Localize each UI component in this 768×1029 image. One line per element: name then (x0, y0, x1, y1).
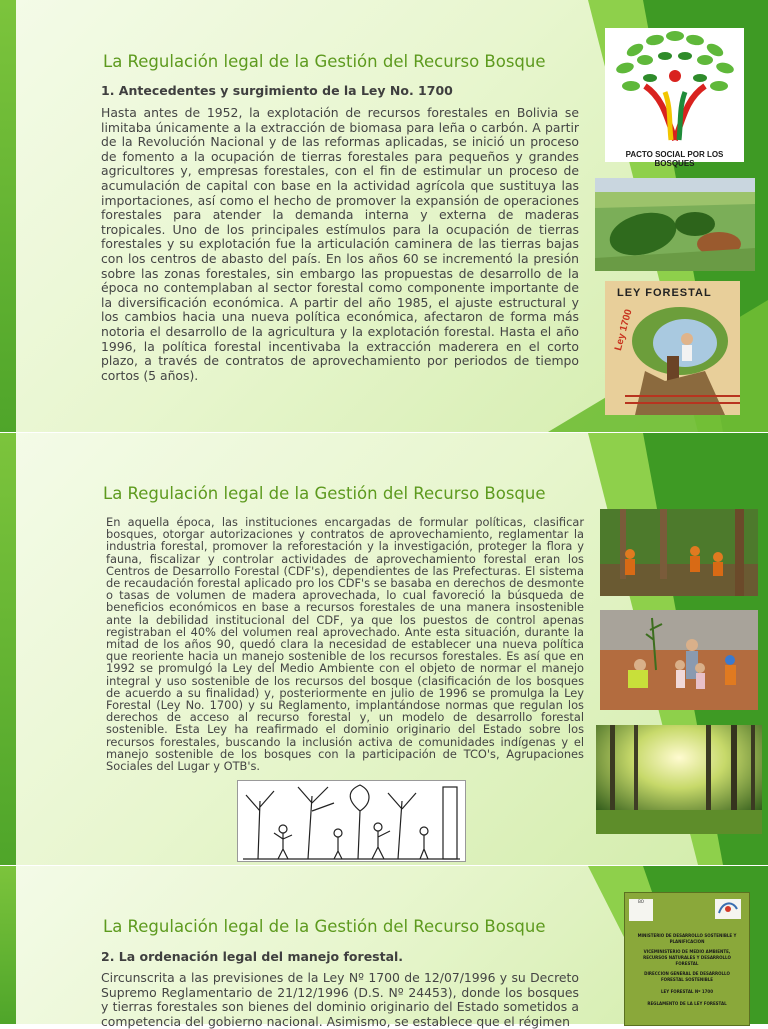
slide-1 (0, 0, 768, 432)
document-text-block (635, 933, 739, 1007)
left-accent-strip (0, 0, 16, 432)
doc-line: LEY FORESTAL Nº 1700 (661, 989, 713, 994)
slide-3 (0, 866, 768, 1029)
doc-line: DIRECCION GENERAL DE DESARROLLO FORESTAL SOSTENIBLE (644, 971, 730, 982)
slide-title: La Regulación legal de la Gestión del Recurso Bosque (103, 52, 546, 71)
forest-workers-icon (600, 509, 758, 596)
doc-line: MINISTERIO DE DESARROLLO SOSTENIBLE Y PLANIFICACION (637, 933, 737, 944)
agency-logo (715, 899, 741, 919)
doc-line: VICEMINISTERIO DE MEDIO AMBIENTE, RECURSOS NATURALES Y DESARROLLO FORESTAL (643, 949, 731, 966)
slide-subtitle: 2. La ordenación legal del manejo forestal. (101, 949, 404, 964)
forest-people-sketch (237, 780, 466, 862)
people-planting-icon (600, 610, 758, 710)
tree-hands-icon (605, 28, 744, 148)
sketch-trees-people-icon (238, 781, 465, 861)
slide-title: La Regulación legal de la Gestión del Recurso Bosque (103, 917, 546, 936)
sunlit-forest-photo (596, 725, 762, 834)
forest-sunlight-icon (596, 725, 762, 834)
slide-subtitle: 1. Antecedentes y surgimiento de la Ley No. 1700 (101, 83, 453, 98)
agency-logo-icon (715, 899, 741, 919)
slide-title: La Regulación legal de la Gestión del Recurso Bosque (103, 484, 546, 503)
slide-body-text: Hasta antes de 1952, la explotación de recursos forestales en Bolivia se limitaba únicamente a la extracción de biomasa para leña o carbón. A partir de la Revolución Nacional y de las reformas aplicadas, se inició un proceso de fomento a la ocupación de tierras forestales para pequeños y grandes agricultores y, empresas forestales, con el fin de estimular un proceso de acumulación de capital con base en la actividad agrícola que sustituya las importaciones, así como el hecho de promover la expansión de operaciones forestales para atender la demanda interna y externa de maderas tropicales. Uno de los principales estímulos para la ocupación de tierras forestales y su explotación fue la articulación caminera de las tierras bajas con los centros de abasto del país. En los años 60 se incrementó la presión sobre las zonas forestales, sin embargo las propuestas de desarrollo de la época no contemplaban al sector forestal como componente importante de la diversificación económica. A partir del año 1985, el ajuste estructural y los cambios hacia una nueva política económica, afectaron de forma más notoria el desarrollo de la agricultura y la explotación forestal. Hasta el año 1996, la política forestal incentivaba la extracción maderera en el corto plazo, a través de contratos de aprovechamiento por periodos de tiempo cortos (5 años). (101, 105, 579, 383)
reforestation-workers-photo (600, 509, 758, 596)
slide-body-text: Circunscrita a las previsiones de la Ley Nº 1700 de 12/07/1996 y su Decreto Supremo Reglamentario de 21/12/1996 (D.S. Nº 24453), donde los bosques y tierras forestales son bienes del dominio originario del Estado sometidos a competencia del gobierno nacional. Asimismo, se establece que el régimen (101, 970, 579, 1029)
left-accent-strip (0, 866, 16, 1024)
logo-caption: PACTO SOCIAL POR LOS BOSQUES (625, 150, 724, 168)
community-planting-photo (600, 610, 758, 710)
pacto-social-logo (605, 28, 744, 168)
book-side-label: Ley 1700 (613, 308, 635, 352)
ley-forestal-document-cover (624, 892, 750, 1026)
slide-2 (0, 433, 768, 865)
book-title: LEY FORESTAL (617, 287, 712, 299)
deforestation-landscape-icon (595, 178, 755, 271)
ministry-seal: BO (629, 899, 653, 921)
slide-body-text: En aquella época, las instituciones encargadas de formular políticas, clasificar bosques, otorgar autorizaciones y contratos de aprovechamiento, reglamentar la industria forestal, promover la reforestación y la investigación, proteger la flora y fauna, fiscalizar y controlar actividades de aprovechamiento forestal eran los Centros de Desarrollo Forestal (CDF's), dependientes de las Prefecturas. El sistema de recaudación forestal aplicado pro los CDF's se basaba en derechos de desmonte o tasas de volumen de madera aprovechada, lo cual favoreció la búsqueda de beneficios económicos en base a recursos forestales de una manera insostenible ante la debilidad institucional del CDF, ya que los puestos de control apenas registraban el 40% del volumen real aprovechado. Ante esta situación, durante la mitad de los años 90, quedó clara la necesidad de establecer una nueva política que reoriente hacia un manejo sostenible de los recursos forestales. Es así que en 1992 se promulgó la Ley del Medio Ambiente con el objeto de normar el manejo integral y uso sostenible de los recursos del bosque (clasificación de los bosques de acuerdo a su finalidad) y, posteriormente en julio de 1996 se promulga la Ley Forestal (Ley No. 1700) y su Reglamento, implantándose normas que regulan los derechos de acceso al recurso forestal y, un modelo de desarrollo forestal sostenible. Esta Ley ha reafirmado el dominio originario del Estado sobre los recursos forestales, buscando la inclusión activa de comunidades indígenas y el manejo sostenible de los bosques con la participación de TCO's, Agrupaciones Sociales del Lugar y OTB's. (106, 515, 584, 774)
ley-forestal-book-cover (605, 281, 740, 415)
left-accent-strip (0, 433, 16, 865)
doc-line: REGLAMENTO DE LA LEY FORESTAL (647, 1001, 727, 1006)
aerial-forest-photo (595, 178, 755, 271)
